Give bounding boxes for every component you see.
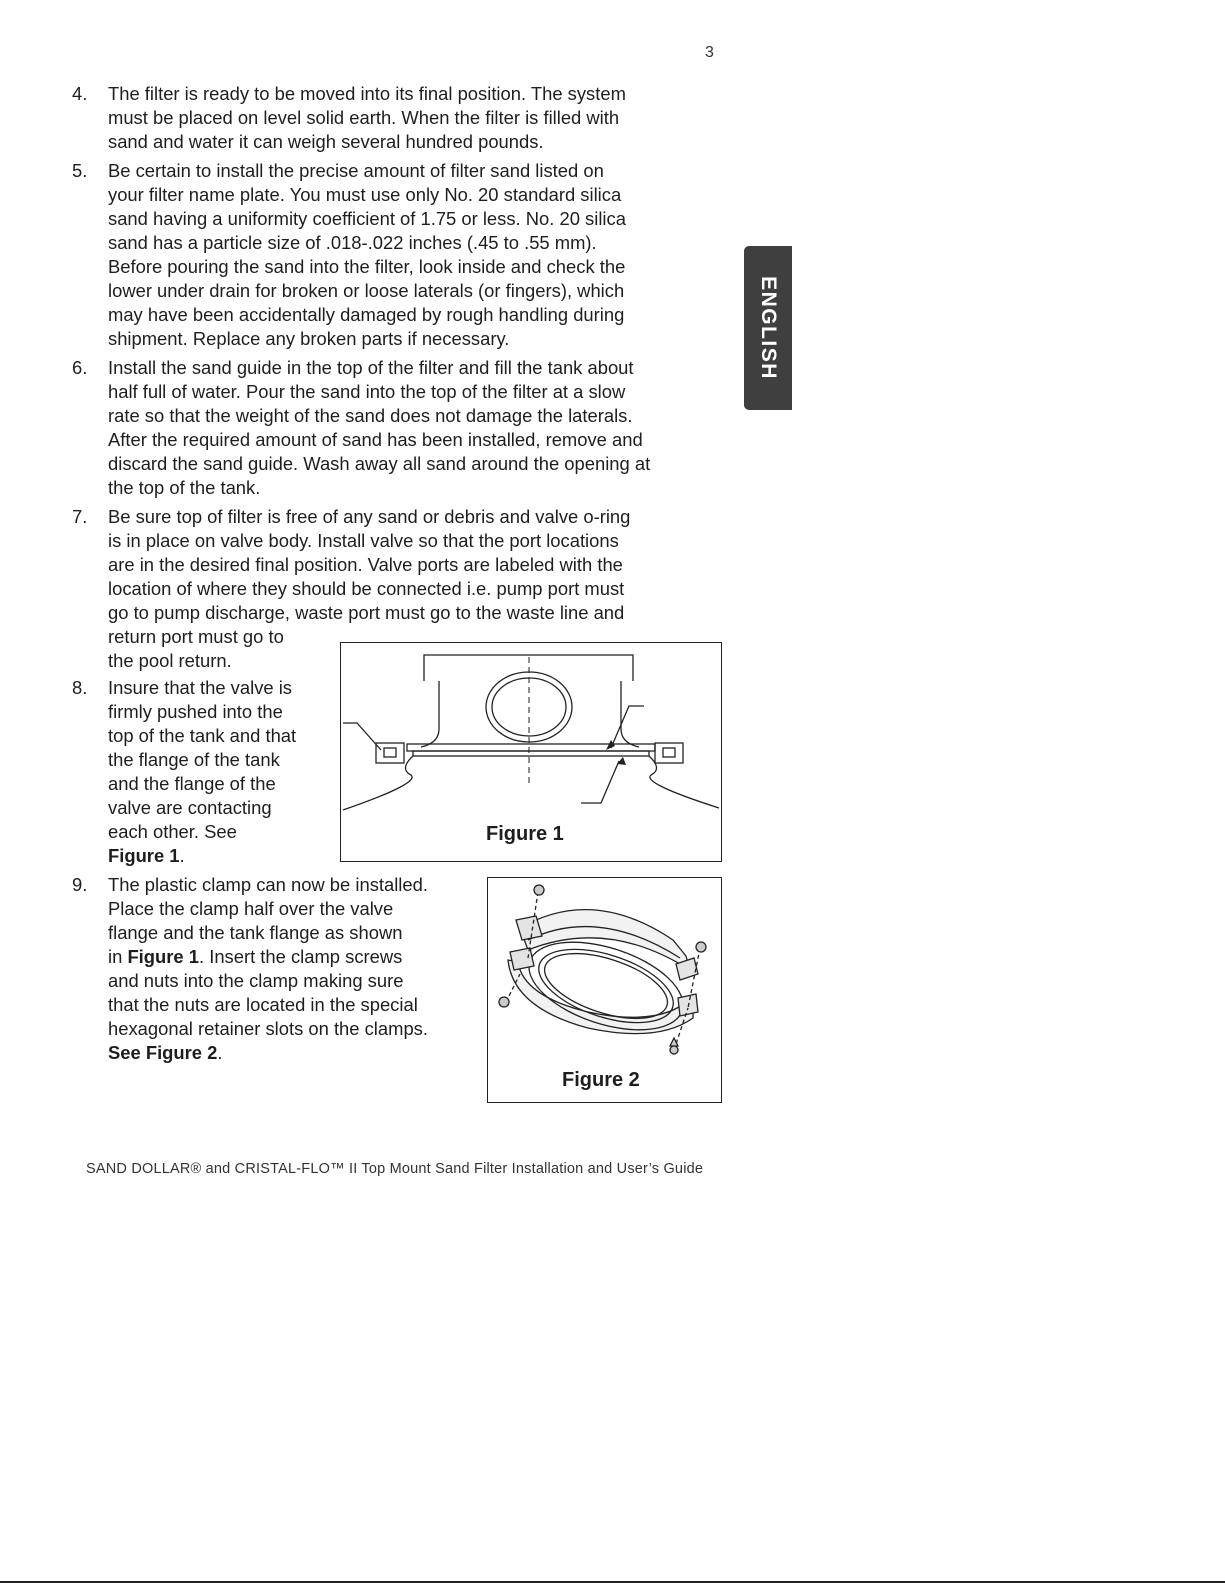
figure-reference-line [108, 1041, 428, 1065]
item-text-line: that the nuts are located in the special [108, 994, 418, 1015]
figure-1 [340, 642, 722, 862]
item-number: 4. [72, 83, 88, 104]
item-text-line: your filter name plate. You must use only No. 20 standard silica [108, 184, 622, 205]
item-text-line: are in the desired final position. Valve ports are labeled with the [108, 554, 623, 575]
item-text-line: Install the sand guide in the top of the filter and fill the tank about [108, 357, 634, 378]
item-text-line: sand and water it can weigh several hundred pounds. [108, 131, 544, 152]
item-text-line: must be placed on level solid earth. When the filter is filled with [108, 107, 620, 128]
reference-period: . [217, 1042, 223, 1063]
item-text-line: half full of water. Pour the sand into the top of the filter at a slow [108, 381, 626, 402]
item-number: 5. [72, 160, 88, 181]
item-text-line: firmly pushed into the [108, 701, 283, 722]
item-number: 7. [72, 506, 88, 527]
item-text-line [108, 945, 428, 969]
item-text-line: go to pump discharge, waste port must go to the waste line and [108, 602, 625, 623]
item-text-line: the flange of the tank [108, 749, 280, 770]
item-text-line: valve are contacting [108, 797, 272, 818]
item-text-line: The plastic clamp can now be installed. [108, 874, 428, 895]
item-text-line: Be certain to install the precise amount of filter sand listed on [108, 160, 604, 181]
item-text-line: may have been accidentally damaged by rough handling during [108, 304, 625, 325]
figure-reference-line [108, 844, 296, 868]
text-fragment: in [108, 946, 128, 967]
bottom-rule [0, 1581, 1225, 1583]
figure-1-reference: Figure 1 [127, 946, 199, 967]
document-footer: SAND DOLLAR® and CRISTAL-FLO™ II Top Mount Sand Filter Installation and User’s Guide [86, 1161, 704, 1177]
page-number: 3 [705, 44, 714, 61]
item-text-line: lower under drain for broken or loose laterals (or fingers), which [108, 280, 625, 301]
item-text-line: sand has a particle size of .018-.022 inches (.45 to .55 mm). [108, 232, 597, 253]
item-text-line: Place the clamp half over the valve [108, 898, 394, 919]
item-text-line: hexagonal retainer slots on the clamps. [108, 1018, 428, 1039]
reference-period: . [179, 845, 185, 866]
item-text-line: and the flange of the [108, 773, 276, 794]
text-fragment: . Insert the clamp screws [198, 946, 403, 967]
figure-2-caption: Figure 2 [562, 1069, 640, 1091]
figure-2 [487, 877, 722, 1103]
item-number: 8. [72, 677, 88, 698]
item-text-line: return port must go to [108, 626, 284, 647]
item-text-line: flange and the tank flange as shown [108, 922, 403, 943]
item-text-line: shipment. Replace any broken parts if necessary. [108, 328, 510, 349]
item-number: 9. [72, 874, 88, 895]
item-text-line: location of where they should be connected i.e. pump port must [108, 578, 625, 599]
item-text-line: discard the sand guide. Wash away all sand around the opening at [108, 453, 651, 474]
item-text-line: sand having a uniformity coefficient of 1.75 or less. No. 20 silica [108, 208, 626, 229]
item-text-line: and nuts into the clamp making sure [108, 970, 404, 991]
item-text-line: Be sure top of filter is free of any sand or debris and valve o-ring [108, 506, 631, 527]
item-text-line: the top of the tank. [108, 477, 261, 498]
item-number: 6. [72, 357, 88, 378]
item-text-line: is in place on valve body. Install valve so that the port locations [108, 530, 619, 551]
figure-1-caption: Figure 1 [486, 823, 564, 845]
item-text-line: The filter is ready to be moved into its final position. The system [108, 83, 626, 104]
item-text-line: After the required amount of sand has been installed, remove and [108, 429, 643, 450]
language-tab-label: ENGLISH [757, 276, 780, 380]
figure-2-reference: See Figure 2 [108, 1042, 218, 1063]
item-text-line: rate so that the weight of the sand does not damage the laterals. [108, 405, 633, 426]
item-text-line: Insure that the valve is [108, 677, 293, 698]
language-tab [744, 246, 792, 410]
item-text-line: top of the tank and that [108, 725, 297, 746]
figure-1-reference: Figure 1 [108, 845, 180, 866]
item-text-line: each other. See [108, 821, 237, 842]
item-text-line: Before pouring the sand into the filter, look inside and check the [108, 256, 626, 277]
item-text-line: the pool return. [108, 650, 232, 671]
